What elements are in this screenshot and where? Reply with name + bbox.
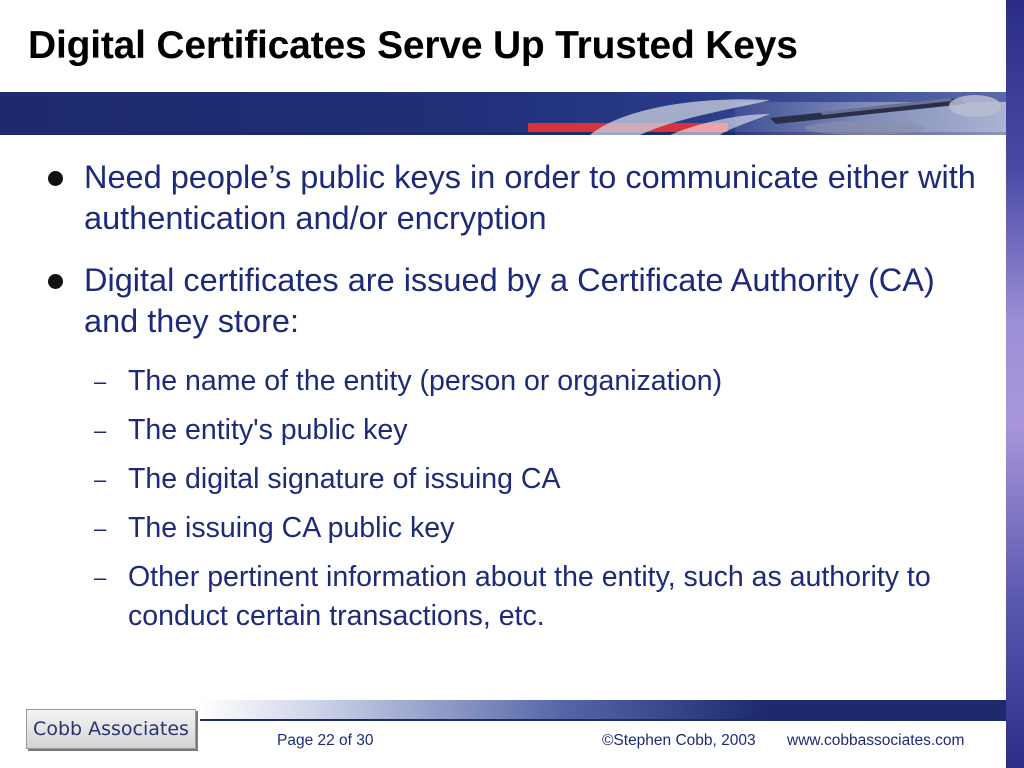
- bullet-dot-icon: [48, 274, 63, 289]
- sub-bullet-text: The entity's public key: [128, 414, 408, 446]
- footer-band: [200, 700, 1006, 719]
- sub-bullet-text: The name of the entity (person or organization): [128, 365, 723, 397]
- copyright-text: ©Stephen Cobb, 2003: [602, 732, 756, 749]
- sub-bullet-text: Other pertinent information about the entity, such as authority to conduct certain transactions, etc.: [128, 561, 931, 632]
- logo-text: Cobb Associates: [33, 718, 189, 740]
- dash-icon: –: [94, 369, 107, 394]
- dash-icon: –: [94, 467, 107, 492]
- dash-icon: –: [94, 516, 107, 541]
- website-url: www.cobbassociates.com: [787, 732, 965, 749]
- bullet-dot-icon: [48, 171, 63, 186]
- company-logo: [26, 709, 196, 749]
- right-decorative-strip: [1006, 0, 1024, 768]
- dash-icon: –: [94, 418, 107, 443]
- sub-bullet-text: The issuing CA public key: [128, 512, 455, 544]
- bullet-text: Digital certificates are issued by a Certificate Authority (CA) and they store:: [84, 262, 935, 339]
- page-number: Page 22 of 30: [277, 732, 374, 749]
- sub-bullet-text: The digital signature of issuing CA: [128, 463, 561, 495]
- slide-title: Digital Certificates Serve Up Trusted Keys: [28, 24, 798, 67]
- dash-icon: –: [94, 565, 107, 590]
- footer-underline: [200, 719, 1006, 721]
- header-pen-graphic: [520, 92, 1006, 135]
- bullet-text: Need people’s public keys in order to communicate either with authentication and/or encryption: [84, 159, 976, 236]
